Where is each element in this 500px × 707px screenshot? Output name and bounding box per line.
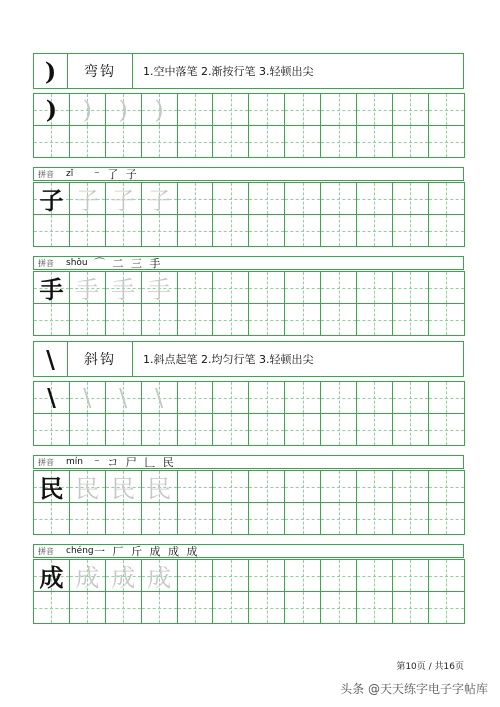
stroke-sample: ) — [34, 54, 68, 88]
grid-square — [320, 381, 357, 414]
grid-square — [320, 470, 357, 503]
stroke-tips: 1.空中落笔 2.渐按行笔 3.轻顿出尖 — [143, 65, 314, 78]
pinyin-row — [33, 256, 464, 270]
grid-square — [177, 470, 214, 503]
trace-char: 手 — [147, 276, 172, 304]
watermark: 头条 @天天练字电子字帖库 — [340, 682, 488, 696]
trace-char: 成 — [147, 564, 172, 592]
grid-square — [284, 125, 321, 158]
grid-square — [392, 591, 429, 624]
grid-square — [392, 470, 429, 503]
grid-square — [69, 303, 106, 336]
grid-square — [320, 182, 357, 215]
grid-square — [428, 381, 465, 414]
grid-square — [177, 271, 214, 304]
grid-square — [392, 182, 429, 215]
grid-square — [69, 381, 106, 414]
pinyin-text: shǒu — [66, 258, 88, 268]
grid-square — [320, 271, 357, 304]
grid-square — [284, 413, 321, 446]
grid-square — [320, 591, 357, 624]
grid-square — [284, 182, 321, 215]
grid-square — [356, 125, 393, 158]
grid-square — [356, 214, 393, 247]
model-char: 子 — [39, 186, 64, 215]
grid-square — [320, 303, 357, 336]
trace-char: ) — [154, 95, 164, 124]
grid-square — [105, 470, 142, 503]
grid-square — [392, 559, 429, 592]
grid-square — [69, 559, 106, 592]
pinyin-text: chéng — [66, 546, 94, 556]
grid-square — [141, 470, 178, 503]
grid-square — [428, 591, 465, 624]
grid-square — [177, 214, 214, 247]
stroke-name: 弯钩 — [68, 54, 133, 88]
grid-square — [33, 93, 70, 126]
practice-grid — [33, 214, 464, 246]
grid-square — [33, 381, 70, 414]
pinyin-row — [33, 544, 464, 558]
grid-square — [356, 182, 393, 215]
stroke-order: ⁻ コ 尸 𠃊 民 — [94, 456, 176, 469]
grid-square — [141, 303, 178, 336]
grid-square — [356, 271, 393, 304]
pinyin-text: zǐ — [66, 169, 74, 179]
grid-square — [141, 182, 178, 215]
grid-square — [33, 125, 70, 158]
practice-grid — [33, 93, 464, 125]
grid-square — [141, 271, 178, 304]
grid-square — [69, 182, 106, 215]
pinyin-label: 拼音 — [38, 169, 54, 179]
grid-square — [105, 93, 142, 126]
trace-char: 成 — [75, 564, 100, 592]
grid-square — [248, 303, 285, 336]
trace-char: 手 — [75, 276, 100, 304]
grid-square — [428, 214, 465, 247]
grid-square — [248, 413, 285, 446]
grid-square — [69, 214, 106, 247]
grid-square — [320, 125, 357, 158]
grid-square — [284, 559, 321, 592]
grid-square — [105, 591, 142, 624]
grid-square — [428, 125, 465, 158]
grid-square — [248, 381, 285, 414]
grid-square — [105, 303, 142, 336]
grid-square — [69, 271, 106, 304]
grid-square — [392, 381, 429, 414]
practice-grid — [33, 591, 464, 623]
grid-square — [177, 381, 214, 414]
grid-square — [392, 125, 429, 158]
grid-square — [392, 214, 429, 247]
grid-square — [212, 125, 249, 158]
grid-square — [392, 271, 429, 304]
grid-square — [177, 502, 214, 535]
grid-square — [141, 502, 178, 535]
grid-square — [356, 93, 393, 126]
trace-char: 民 — [111, 475, 136, 503]
trace-char: 子 — [75, 187, 100, 215]
grid-square — [33, 413, 70, 446]
grid-square — [248, 591, 285, 624]
trace-char: ) — [82, 95, 93, 124]
trace-char: \ — [83, 383, 92, 412]
grid-square — [212, 271, 249, 304]
grid-square — [248, 559, 285, 592]
grid-square — [284, 470, 321, 503]
grid-square — [212, 413, 249, 446]
grid-square — [248, 271, 285, 304]
grid-square — [33, 214, 70, 247]
grid-square — [69, 125, 106, 158]
grid-square — [212, 93, 249, 126]
trace-char: 手 — [111, 276, 136, 304]
grid-square — [212, 214, 249, 247]
grid-square — [356, 413, 393, 446]
grid-square — [212, 182, 249, 215]
grid-square — [69, 502, 106, 535]
grid-square — [356, 470, 393, 503]
stroke-header — [33, 341, 464, 377]
stroke-sample: \ — [34, 342, 68, 376]
page-number: 第10页 / 共16页 — [396, 662, 464, 672]
grid-square — [320, 559, 357, 592]
grid-square — [105, 381, 142, 414]
grid-square — [177, 93, 214, 126]
stroke-order: 一 厂 斤 成 成 成 — [94, 545, 200, 558]
grid-square — [356, 591, 393, 624]
grid-square — [428, 470, 465, 503]
grid-square — [392, 502, 429, 535]
grid-square — [105, 559, 142, 592]
model-char: 成 — [39, 563, 64, 592]
model-char: ) — [45, 95, 58, 124]
grid-square — [320, 502, 357, 535]
grid-square — [212, 559, 249, 592]
grid-square — [141, 214, 178, 247]
grid-square — [33, 470, 70, 503]
grid-square — [428, 93, 465, 126]
pinyin-label: 拼音 — [38, 546, 54, 556]
grid-square — [320, 214, 357, 247]
pinyin-label: 拼音 — [38, 457, 54, 467]
grid-square — [212, 502, 249, 535]
grid-square — [69, 93, 106, 126]
grid-square — [428, 182, 465, 215]
grid-square — [356, 559, 393, 592]
grid-square — [284, 303, 321, 336]
grid-square — [177, 413, 214, 446]
practice-grid — [33, 271, 464, 303]
grid-square — [284, 271, 321, 304]
stroke-order: ⌒ 二 三 手 — [94, 257, 163, 270]
trace-char: \ — [119, 383, 128, 412]
grid-square — [69, 470, 106, 503]
grid-square — [33, 591, 70, 624]
practice-grid — [33, 381, 464, 413]
grid-square — [105, 271, 142, 304]
grid-square — [212, 303, 249, 336]
grid-square — [177, 182, 214, 215]
grid-square — [284, 591, 321, 624]
grid-square — [392, 413, 429, 446]
grid-square — [177, 125, 214, 158]
grid-square — [105, 413, 142, 446]
grid-square — [141, 381, 178, 414]
trace-char: ) — [118, 95, 128, 124]
grid-square — [33, 271, 70, 304]
trace-char: 子 — [111, 187, 136, 215]
grid-square — [248, 125, 285, 158]
grid-square — [428, 559, 465, 592]
grid-square — [248, 93, 285, 126]
grid-square — [284, 381, 321, 414]
grid-square — [248, 182, 285, 215]
grid-square — [33, 559, 70, 592]
grid-square — [284, 502, 321, 535]
practice-grid — [33, 559, 464, 591]
practice-grid — [33, 182, 464, 214]
grid-square — [356, 381, 393, 414]
grid-square — [141, 591, 178, 624]
grid-square — [248, 214, 285, 247]
grid-square — [33, 502, 70, 535]
grid-square — [428, 303, 465, 336]
grid-square — [212, 381, 249, 414]
grid-square — [177, 559, 214, 592]
grid-square — [428, 413, 465, 446]
grid-square — [69, 413, 106, 446]
stroke-order: ⁻ 了 子 — [94, 168, 139, 181]
stroke-tips: 1.斜点起笔 2.均匀行笔 3.轻顿出尖 — [143, 353, 314, 366]
grid-square — [177, 591, 214, 624]
grid-square — [284, 214, 321, 247]
model-char: \ — [47, 383, 56, 412]
practice-grid — [33, 413, 464, 445]
grid-square — [105, 214, 142, 247]
grid-square — [356, 303, 393, 336]
grid-square — [141, 93, 178, 126]
trace-char: 民 — [75, 475, 100, 503]
grid-square — [428, 271, 465, 304]
grid-square — [248, 502, 285, 535]
grid-square — [392, 303, 429, 336]
grid-square — [33, 182, 70, 215]
trace-char: 民 — [147, 475, 172, 503]
grid-square — [212, 470, 249, 503]
trace-char: 成 — [111, 564, 136, 592]
grid-square — [105, 182, 142, 215]
grid-square — [428, 502, 465, 535]
grid-square — [141, 125, 178, 158]
model-char: 民 — [39, 474, 64, 503]
model-char: 手 — [39, 275, 64, 304]
grid-square — [105, 502, 142, 535]
trace-char: 子 — [147, 187, 172, 215]
pinyin-row — [33, 167, 464, 181]
trace-char: \ — [155, 383, 164, 412]
grid-square — [177, 303, 214, 336]
grid-square — [141, 413, 178, 446]
grid-square — [212, 591, 249, 624]
grid-square — [248, 470, 285, 503]
grid-square — [105, 125, 142, 158]
pinyin-text: mín — [66, 457, 83, 467]
grid-square — [320, 93, 357, 126]
grid-square — [320, 413, 357, 446]
practice-grid — [33, 470, 464, 502]
grid-square — [356, 502, 393, 535]
stroke-header — [33, 53, 464, 89]
grid-square — [392, 93, 429, 126]
practice-sheet — [33, 53, 464, 623]
grid-square — [33, 303, 70, 336]
grid-square — [141, 559, 178, 592]
practice-grid — [33, 502, 464, 534]
grid-square — [69, 591, 106, 624]
practice-grid — [33, 303, 464, 335]
pinyin-row — [33, 455, 464, 469]
stroke-name: 斜钩 — [68, 342, 133, 376]
practice-grid — [33, 125, 464, 157]
grid-square — [284, 93, 321, 126]
pinyin-label: 拼音 — [38, 258, 54, 268]
